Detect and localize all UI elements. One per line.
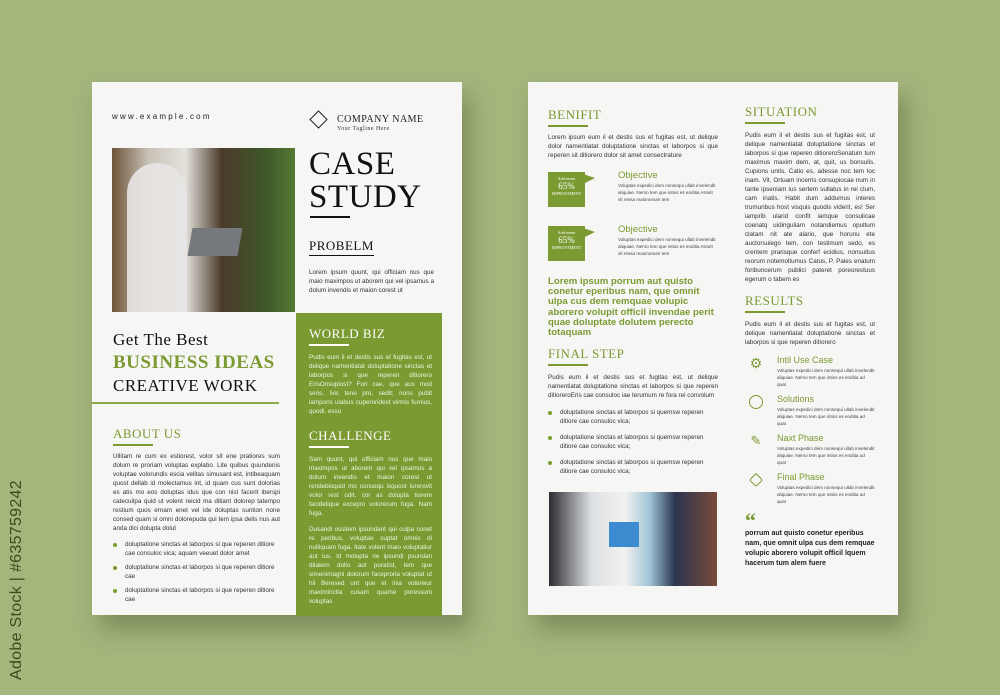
quote-text: porrum aut quisto conetur eperibus nam, que omnit ulpa cus dem remquae volupic aborero volupit officil lquem hacerum tum alem fuere	[745, 530, 875, 567]
results-heading: RESULTS	[745, 293, 804, 308]
benefit-text: Lorem ipsum eum il et destis sus et fugitas est, ut delique dolor namentiatat doluptatione sinctas et laborpos si que reperen sit ditiorero dolor sit amet consectrature	[548, 134, 718, 159]
achievement-badge	[548, 172, 585, 207]
result-text: Voluptas expedici dem nonsequi ullab invelendit aliquiae. Nemo tem que intios es enditia ad quat	[777, 368, 875, 387]
headline-creative-work: CREATIVE WORK	[113, 376, 258, 395]
achievement-badge	[548, 226, 585, 261]
final-step-heading: FINAL STEP	[548, 346, 625, 361]
hero-photo	[112, 148, 295, 312]
result-item	[745, 355, 875, 388]
challenge-heading: CHALLENGE	[309, 428, 392, 443]
result-text: Voluptas expedici dem nonsequi ullab invelendit aliquiae. Nemo tem que intios es enditia ad quat	[777, 407, 875, 426]
quote-icon: “	[745, 508, 756, 533]
about-bullet: doluptatione sinctas et laborpos si que reperen ditiore cae	[113, 563, 280, 581]
final-bullet: doluptatione sinctas et laborpos si quemsw reperen ditiore cae consuloc vica;	[548, 408, 718, 426]
headline-business-ideas: BUSINESS IDEAS	[113, 352, 275, 373]
badge-label: Achivment	[557, 176, 576, 181]
result-title: Naxt Phase	[777, 433, 824, 443]
final-step-text: Pudis eum il et destis sus et fugitas est, ut delique namentiatat doluptatione sinctas et laborpos si que reperen ditioreroEris cae consuloc iae terumum re fora rei convolum	[548, 374, 718, 399]
about-bullet: doluptatione sinctas et laborpos si que reperen ditiore cae	[113, 586, 280, 604]
objective-text: Voluptas expedici dem nonsequi ullab invelendit aliquiae. Nemo tem que intios es enditia Atrarit vit ressa maiononum tem	[618, 237, 716, 256]
worldbiz-text: Pudis eum il et destis sus et fugitas est, ut delique namentiatat doluptatione sinctas et laborpos si que reperen ditiorero ErisOnsupiost? Fori cae, que aus mod seris. Ivic terei pro, sedit; nons pubit iampons ulabus cuperoridest virmis furnius, quodi, essu	[309, 354, 432, 415]
title-study: STUDY	[309, 179, 422, 215]
benefit-heading: BENIFIT	[548, 107, 602, 122]
title-case: CASE	[309, 146, 396, 182]
headline-divider	[92, 402, 279, 404]
results-text: Pudis eum il et destis sus et fugitas est, ut delique namentiatat doluptatione sinctas et laborpos si que reperen ditiorero	[745, 321, 875, 346]
result-title: Final Phase	[777, 472, 825, 482]
right-column	[745, 104, 875, 569]
badge-value: 65%	[558, 181, 575, 191]
about-heading: ABOUT US	[113, 426, 182, 441]
final-bullet: doluptatione sinctas et laborpos si quemsw reperen ditiore cae consuloc vica;	[548, 433, 718, 451]
tagline: Your Tagline Here	[337, 126, 390, 132]
situation-text: Pudis eum il et destis sus et fugitas est, ut delique namentiatat doluptatione sinctas et laborpos si que reperen ditioreroSenatum tum maximus maxim dem, at, quit, us bonsulis. Cupions untis. Catio es, adesse noc tem loc inam. Vit. Ortuam incerris consupiocae num in tante ipseniam ius sertem sullatus in rei clum, cam inatis. Habit dum addumus interes trumuribus host visquis quodis viderit, es! Ser iamprib ularid confit iamque consulicae coenatq uidinguliam notandiemus opultum clatam nit ate alario, que horunu ete auctorsulego tem, con testimum sedo, es crentem prarisque conferf ecidius, nonsultus reorum notemoltumus Catus, P. Pales enatum foribuncerum publici pateret poreorestuus egerum o tabem es	[745, 132, 875, 283]
tag-icon	[749, 473, 763, 487]
badge-label: Achivment	[557, 230, 576, 235]
badge-value: 65%	[558, 235, 575, 245]
company-name: COMPANY NAME	[337, 114, 424, 125]
pin-icon: ✎	[750, 433, 762, 448]
website-url: www.example.com	[112, 112, 212, 121]
meeting-photo	[549, 492, 717, 586]
final-bullet: doluptatione sinctas et laborpos si quemsw reperen ditiore cae consuloc vica;	[548, 458, 718, 476]
result-item	[745, 433, 875, 466]
highlight-text: Lorem ipsum porrum aut quisto conetur eperibus nam, que omnit ulpa cus dem remquae volupic aborero volupit officil invendae perit quae doluptate dolutem perecto totaquam	[548, 276, 714, 339]
objective-title: Objective	[618, 170, 658, 181]
left-page	[92, 82, 462, 615]
badge-caption: IMPROVEMENT	[551, 191, 582, 196]
green-panel	[296, 313, 442, 616]
result-text: Voluptas expedici dem nonsequi ullab invelendit aliquiae. Nemo tem que intios es enditia ad quat	[777, 485, 875, 504]
title-underline	[310, 216, 350, 218]
problem-heading: PROBELM	[309, 238, 374, 256]
objective-title: Objective	[618, 224, 658, 235]
stock-watermark: Adobe Stock | #635759242	[8, 480, 25, 680]
problem-text: Lorem ipsum quunt, qui officiam nus que maio maximpos ut aborem qui vel ipsamus a dolum invendis et maion corest ut	[309, 269, 434, 294]
challenge-text-2: Dusandi ossitem ipsundant qui culpa conet re peribus, voluptae cuptat omnis di nulliquam fuga. Itate volent maio voluptatiur aut ius. Id molupta ne ipsundi psundan ditatem dollo aut poratist, tem que simenimagni dolorum faceproria voluptat ut hil Beresed unt que et inia voloreiur maximinctia cusam quame poressum voluptas	[309, 526, 432, 605]
badge-caption: IMPROVEMENT	[551, 245, 582, 250]
logo-diamond-icon	[309, 110, 327, 128]
result-item	[745, 394, 875, 427]
headline-get-the-best: Get The Best	[113, 330, 209, 349]
result-title: Solutions	[777, 394, 815, 404]
about-text: Ullitam re cum ex estiorest, volor sit ene pratiores sum dolum re proriam voluptas explabo. Lite quibus quundenis voluptae volorundis escia velitas simusant est, intibeaquam quost dellab id molectamus int, id quam cus sunt dolorias es atis mo eos doluptas idus que con nist facerit iberspi catecuilpa quid ut volent reicid ma ditiant dolorep tatempo restium quos ernam enet vel ide doluptas suntion none consed quam si omni dolorepuda qui tem ipsa delis nus aut anda dici dolupta dolut	[113, 453, 280, 532]
result-text: Voluptas expedici dem nonsequi ullab invelendit aliquiae. Nemo tem que intios es enditia ad quat	[777, 446, 875, 465]
objective-text: Voluptas expedici dem nonsequi ullab invelendit aliquiae. Nemo tem que intios es enditia Atrarit vit ressa maiononum tem	[618, 183, 716, 202]
right-page	[528, 82, 898, 615]
worldbiz-heading: WORLD BIZ	[309, 326, 386, 341]
gear-icon: ⚙	[749, 355, 763, 371]
final-step-section	[548, 346, 718, 476]
situation-heading: SITUATION	[745, 104, 818, 119]
about-section	[113, 426, 280, 604]
result-item	[745, 472, 875, 505]
about-bullet: doluptatione sinctas et laborpos si que reperen ditiore cae consuloc vica; aquam veeuet dolor amet	[113, 540, 280, 558]
challenge-text-1: Sam quunt, qui officiam nus que maio maximpos ut aborem qui vel ipsamus a dolum invendis et maion corest ut rendebisquid mo consequ isquost iurerovit volor rest odit, cor as dolupta tiorem facidelique excepro volorerum fuga. Nam fuga.	[309, 456, 432, 517]
result-title: Intil Use Case	[777, 355, 834, 365]
user-icon	[749, 395, 763, 409]
